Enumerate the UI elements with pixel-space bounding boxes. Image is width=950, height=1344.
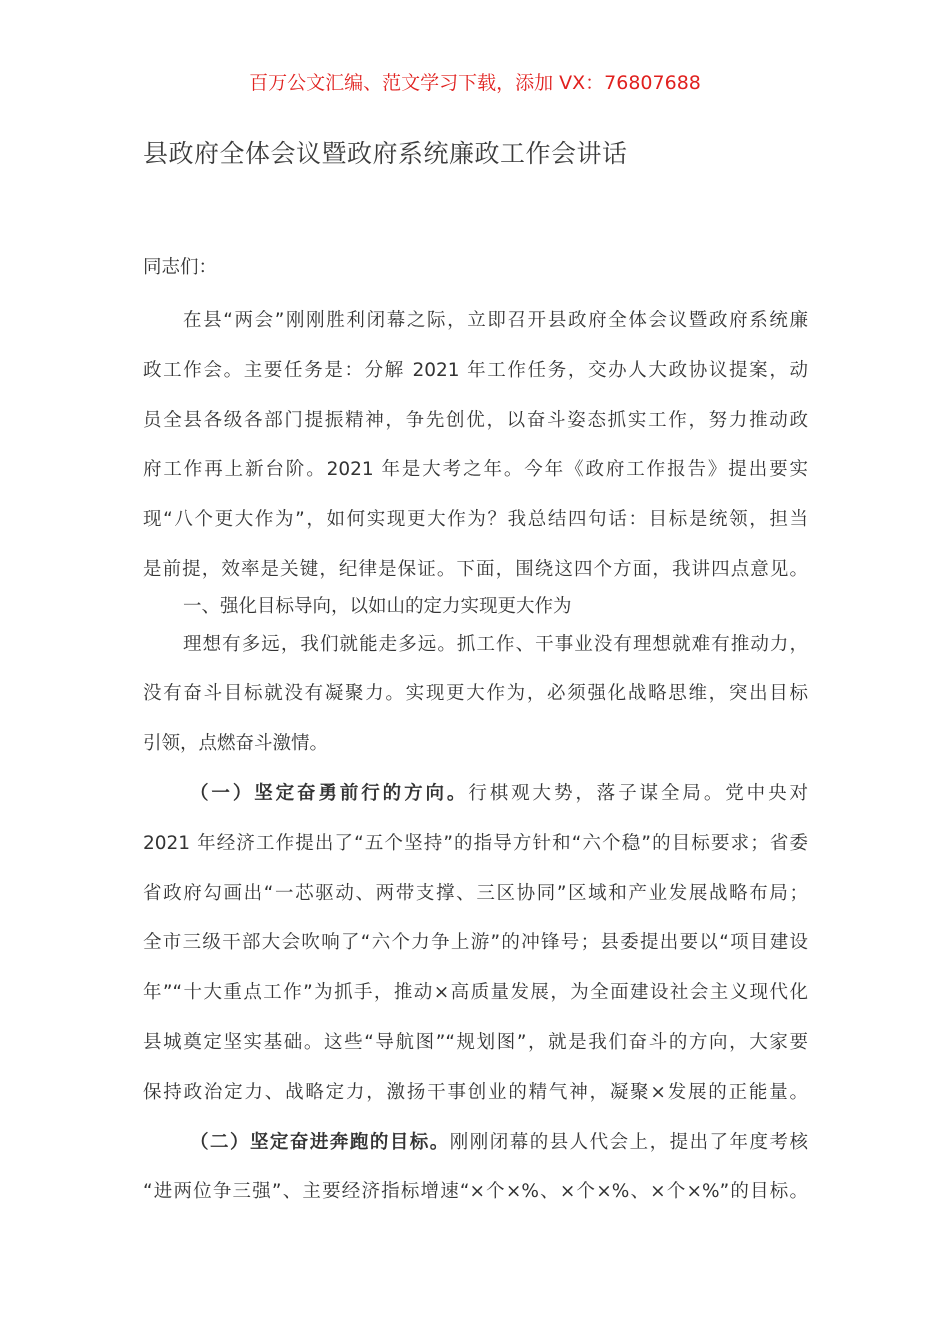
text-segment: 引领，点燃奋斗激情。 (143, 733, 329, 754)
document-title: 县政府全体会议暨政府系统廉政工作会讲话 (143, 139, 628, 168)
text-line (143, 1179, 808, 1205)
text-segment: 刚刚闭幕的县人代会上，提出了年度考核 (449, 1132, 808, 1153)
text-line (143, 557, 808, 583)
text-segment: 政工作会。主要任务是：分解 2021 年工作任务，交办人大政协议提案，动 (143, 360, 808, 381)
text-line (143, 681, 808, 707)
text-segment: 年”“十大重点工作”为抓手，推动×高质量发展，为全面建设社会主义现代化 (143, 982, 808, 1003)
text-line (143, 831, 808, 857)
text-segment: 保持政治定力、战略定力，激扬干事创业的精气神，凝聚×发展的正能量。 (143, 1082, 808, 1103)
text-line (143, 930, 808, 956)
text-segment: 同志们： (143, 257, 218, 278)
text-segment: 省政府勾画出“一芯驱动、两带支撑、三区协同”区域和产业发展战略布局； (143, 883, 808, 904)
text-segment: 一、强化目标导向，以如山的定力实现更大作为 (183, 596, 572, 617)
text-segment: 是前提，效率是关键，纪律是保证。下面，围绕这四个方面，我讲四点意见。 (143, 559, 808, 580)
text-segment: 员全县各级各部门提振精神，争先创优，以奋斗姿态抓实工作，努力推动政 (143, 410, 808, 431)
text-segment: 没有奋斗目标就没有凝聚力。实现更大作为，必须强化战略思维，突出目标 (143, 683, 808, 704)
text-line (143, 1030, 808, 1056)
text-segment: 理想有多远，我们就能走多远。抓工作、干事业没有理想就难有推动力， (183, 634, 808, 655)
text-segment: 2021 年经济工作提出了“五个坚持”的指导方针和“六个稳”的目标要求；省委 (143, 833, 808, 854)
text-line (143, 731, 808, 757)
text-segment: 在县“两会”刚刚胜利闭幕之际，立即召开县政府全体会议暨政府系统廉 (183, 310, 808, 331)
text-line (143, 255, 808, 281)
watermark-banner: 百万公文汇编、范文学习下载，添加 VX：76807688 (249, 72, 701, 94)
bold-heading-text: （二）坚定奋进奔跑的目标。 (190, 1132, 450, 1153)
text-segment: 府工作再上新台阶。2021 年是大考之年。今年《政府工作报告》提出要实 (143, 459, 808, 480)
text-segment: 行棋观大势，落子谋全局。党中央对 (468, 783, 808, 804)
text-segment: 全市三级干部大会吹响了“六个力争上游”的冲锋号；县委提出要以“项目建设 (143, 932, 808, 953)
text-line (183, 308, 808, 334)
text-line (143, 1080, 808, 1106)
text-line (190, 781, 808, 807)
text-line (143, 881, 808, 907)
text-line (190, 1130, 808, 1156)
text-line (143, 980, 808, 1006)
text-segment: 县城奠定坚实基础。这些“导航图”“规划图”，就是我们奋斗的方向，大家要 (143, 1032, 808, 1053)
text-line (183, 632, 808, 658)
text-segment: 现“八个更大作为”，如何实现更大作为？我总结四句话：目标是统领，担当 (143, 509, 808, 530)
text-line (143, 507, 808, 533)
text-line (143, 408, 808, 434)
text-line (143, 358, 808, 384)
text-line (143, 457, 808, 483)
text-segment: “进两位争三强”、主要经济指标增速“×个×%、×个×%、×个×%”的目标。 (143, 1181, 808, 1202)
bold-heading-text: （一）坚定奋勇前行的方向。 (190, 783, 469, 804)
text-line (183, 594, 808, 620)
